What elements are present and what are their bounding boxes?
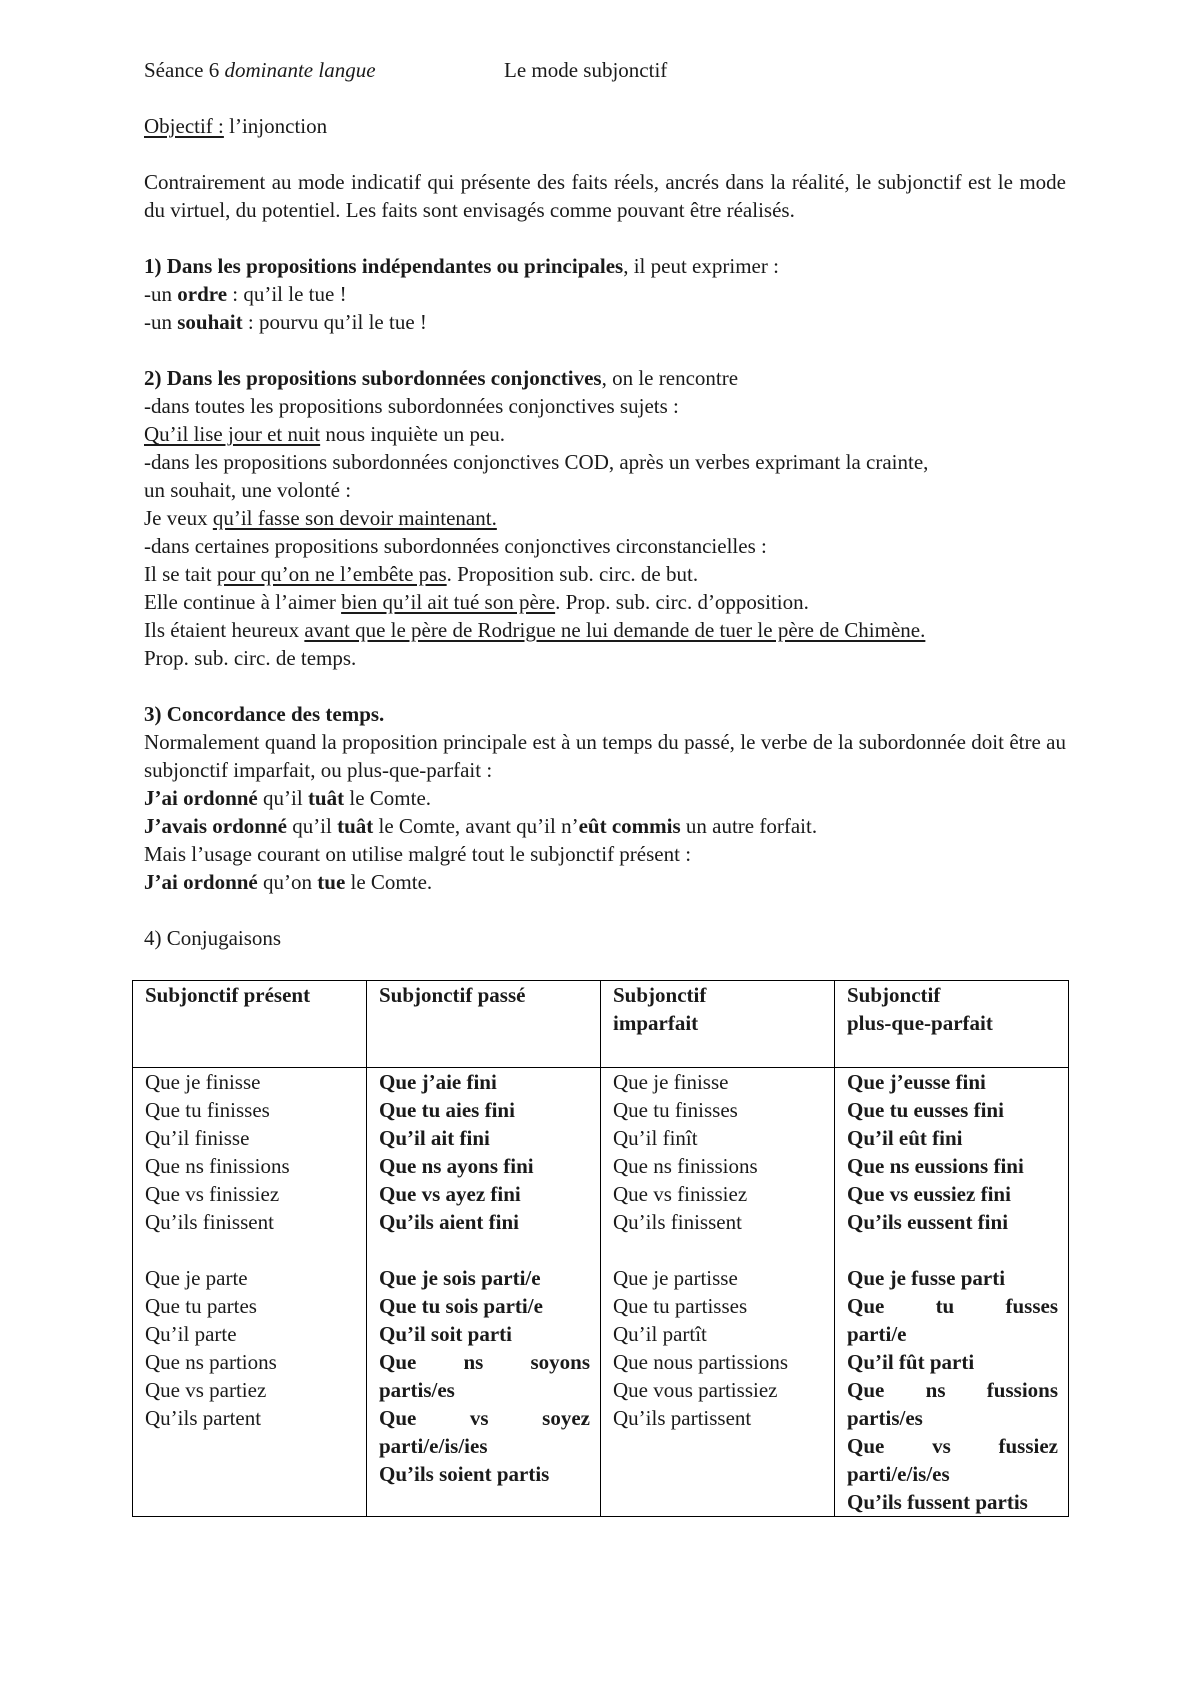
table-cell-line: Que ns eussions fini (847, 1154, 1024, 1178)
table-cell-line: Que je partisse (613, 1266, 738, 1290)
table-cell-line: Que tu eusses fini (847, 1098, 1004, 1122)
page-header (144, 56, 1066, 84)
table-cell-line: Que j’aie fini (379, 1070, 497, 1094)
text-run: Elle continue à l’aimer (144, 590, 342, 614)
table-cell-line: Subjonctif passé (379, 983, 526, 1007)
section-2-line: -dans toutes les propositions subordonnées conjonctives sujets : (144, 394, 679, 418)
table-cell-line: Qu’ils eussent fini (847, 1210, 1009, 1234)
text-run: l’injonction (223, 114, 328, 138)
text-run: eût commis (578, 814, 681, 838)
section-2-line (144, 504, 1066, 532)
header-cell (133, 981, 367, 1068)
section-2-line: Prop. sub. circ. de temps. (144, 646, 357, 670)
table-cell-line: Que ns partions (145, 1350, 277, 1374)
table-cell-line: Que vs partiez (145, 1378, 267, 1402)
table-cell-line: Que tu partisses (613, 1294, 748, 1318)
table-cell-line: parti/e (847, 1322, 907, 1346)
text-run: souhait (177, 310, 243, 334)
table-cell-line: Que tu partes (145, 1294, 257, 1318)
section-2-line (144, 560, 1066, 588)
text-run: Objectif : (144, 114, 224, 138)
table-cell-line: Que tu aies fini (379, 1098, 515, 1122)
text-run: tue (317, 870, 346, 894)
table-cell-line: Qu’il soit parti (379, 1322, 513, 1346)
text-run: tuât (337, 814, 374, 838)
table-cell-line: Que vs fussiez (847, 1434, 1058, 1458)
table-cell-line: Subjonctif présent (145, 983, 311, 1007)
table-cell-line: Que tu finisses (613, 1098, 738, 1122)
table-cell-line: Qu’ils fussent partis (847, 1490, 1028, 1514)
text-run: . Proposition sub. circ. de but. (446, 562, 699, 586)
table-cell-line: Qu’il finisse (145, 1126, 250, 1150)
text-run: : pourvu qu’il le tue ! (242, 310, 427, 334)
section-1-line (144, 280, 1066, 308)
col-present (133, 1068, 367, 1517)
table-cell-line: Qu’il partît (613, 1322, 707, 1346)
table-cell-line: Que vs finissiez (613, 1182, 748, 1206)
text-run: J’avais ordonné (144, 814, 287, 838)
col-imparfait (601, 1068, 835, 1517)
text-run: avant que le père de Rodrigue ne lui demande de tuer le père de Chimène. (304, 618, 926, 642)
text-run: qu’il (257, 786, 308, 810)
text-run: Je veux (144, 506, 213, 530)
table-cell-line: Qu’ils finissent (145, 1210, 274, 1234)
section-2-line: -dans certaines propositions subordonnées conjonctives circonstancielles : (144, 534, 767, 558)
table-cell-line: Que tu sois parti/e (379, 1294, 543, 1318)
header-cell (367, 981, 601, 1068)
table-cell-line: Qu’il eût fini (847, 1126, 963, 1150)
table-cell-line: Qu’il fût parti (847, 1350, 975, 1374)
text-run: , on le rencontre (601, 366, 739, 390)
text-run: J’ai ordonné (144, 786, 258, 810)
objective-line (144, 112, 1066, 140)
header-cell (835, 981, 1069, 1068)
table-cell-line: Que je sois parti/e (379, 1266, 541, 1290)
section-3-example (144, 784, 1066, 812)
text-run: le Comte. (345, 870, 433, 894)
text-run: nous inquiète un peu. (320, 422, 506, 446)
table-cell-line: Qu’il ait fini (379, 1126, 490, 1150)
table-cell-line: Subjonctif (847, 983, 941, 1007)
text-run: J’ai ordonné (144, 870, 258, 894)
text-run: dominante langue (224, 58, 376, 82)
table-cell-line: Que je fusse parti (847, 1266, 1006, 1290)
table-cell-line: Que ns ayons fini (379, 1154, 534, 1178)
section-3-line: Mais l’usage courant on utilise malgré tout le subjonctif présent : (144, 842, 692, 866)
text-run: bien qu’il ait tué son père (341, 590, 556, 614)
table-cell-line: Que je finisse (613, 1070, 729, 1094)
text-run: -un (144, 310, 178, 334)
section-2-line: -dans les propositions subordonnées conjonctives COD, après un verbes exprimant la crainte, (144, 450, 929, 474)
table-cell-line: Que tu fusses (847, 1294, 1058, 1318)
text-run: 1) Dans les propositions indépendantes ou principales (144, 254, 624, 278)
table-cell-line: Que je parte (145, 1266, 248, 1290)
table-cell-line: Qu’ils partissent (613, 1406, 752, 1430)
col-passe (367, 1068, 601, 1517)
table-cell-line: parti/e/is/ies (379, 1434, 488, 1458)
table-cell-line: Que nous partissions (613, 1350, 788, 1374)
document-body (144, 56, 1066, 952)
text-run: Il se tait (144, 562, 217, 586)
table-cell-line: Qu’ils soient partis (379, 1462, 550, 1486)
text-run: Ils étaient heureux (144, 618, 305, 642)
text-run: qu’il (286, 814, 338, 838)
section-3-example (144, 812, 1066, 840)
table-cell-line: plus-que-parfait (847, 1011, 993, 1035)
text-run: -un (144, 282, 178, 306)
section-1-line (144, 308, 1066, 336)
text-run: : qu’il le tue ! (227, 282, 347, 306)
text-run: qu’on (257, 870, 318, 894)
section-4-title: 4) Conjugaisons (144, 926, 282, 950)
table-cell-line: partis/es (847, 1406, 923, 1430)
table-cell-line: Que vous partissiez (613, 1378, 778, 1402)
section-2-line (144, 420, 1066, 448)
conjugation-table (132, 980, 1069, 1517)
text-run: tuât (307, 786, 345, 810)
section-2-line: un souhait, une volonté : (144, 478, 352, 502)
text-run: , il peut exprimer : (623, 254, 779, 278)
text-run: pour qu’on ne l’embête pas (216, 562, 447, 586)
col-plus-que-parfait (835, 1068, 1069, 1517)
table-cell-line: Que vs eussiez fini (847, 1182, 1011, 1206)
table-cell-line: Que je finisse (145, 1070, 261, 1094)
table-cell-line: Qu’il finît (613, 1126, 698, 1150)
text-run: 2) Dans les propositions subordonnées conjonctives (144, 366, 602, 390)
text-run: ordre (177, 282, 228, 306)
section-3-example (144, 868, 1066, 896)
section-2-line (144, 616, 1066, 644)
table-cell-line: Subjonctif (613, 983, 707, 1007)
table-cell-line: Que ns fussions (847, 1378, 1058, 1402)
header-left (144, 58, 376, 82)
intro-paragraph: Contrairement au mode indicatif qui présente des faits réels, ancrés dans la réalité, le subjonctif est le mode du virtuel, du potentiel. Les faits sont envisagés comme pouvant être réalisés. (144, 170, 1066, 222)
text-run: . Prop. sub. circ. d’opposition. (555, 590, 809, 614)
table-cell-line: Qu’ils finissent (613, 1210, 742, 1234)
table-cell-line: Que ns finissions (613, 1154, 758, 1178)
table-cell-line: Qu’ils aient fini (379, 1210, 520, 1234)
text-run: Séance 6 (144, 58, 225, 82)
table-cell-line: Que ns finissions (145, 1154, 290, 1178)
header-title: Le mode subjonctif (504, 58, 668, 82)
section-2-title (144, 364, 1066, 392)
table-cell-line: parti/e/is/es (847, 1462, 950, 1486)
section-3-title: 3) Concordance des temps. (144, 702, 385, 726)
text-run: le Comte. (344, 786, 432, 810)
table-cell-line: partis/es (379, 1378, 455, 1402)
table-row (133, 1068, 1069, 1517)
table-cell-line: Que ns soyons (379, 1350, 590, 1374)
table-cell-line: Que j’eusse fini (847, 1070, 986, 1094)
table-cell-line: Qu’il parte (145, 1322, 237, 1346)
text-run: le Comte, avant qu’il n’ (373, 814, 579, 838)
table-cell-line: imparfait (613, 1011, 699, 1035)
section-2-line (144, 588, 1066, 616)
text-run: Qu’il lise jour et nuit (144, 422, 321, 446)
table-cell-line: Que vs finissiez (145, 1182, 280, 1206)
header-cell (601, 981, 835, 1068)
table-cell-line: Que vs soyez (379, 1406, 590, 1430)
section-1-title (144, 252, 1066, 280)
section-3-paragraph: Normalement quand la proposition principale est à un temps du passé, le verbe de la subordonnée doit être au subjonctif imparfait, ou plus-que-parfait : (144, 730, 1066, 782)
table-cell-line: Qu’ils partent (145, 1406, 262, 1430)
text-run: un autre forfait. (680, 814, 818, 838)
table-cell-line: Que tu finisses (145, 1098, 270, 1122)
table-header-row (133, 981, 1069, 1068)
table-cell-line: Que vs ayez fini (379, 1182, 521, 1206)
text-run: qu’il fasse son devoir maintenant. (212, 506, 497, 530)
